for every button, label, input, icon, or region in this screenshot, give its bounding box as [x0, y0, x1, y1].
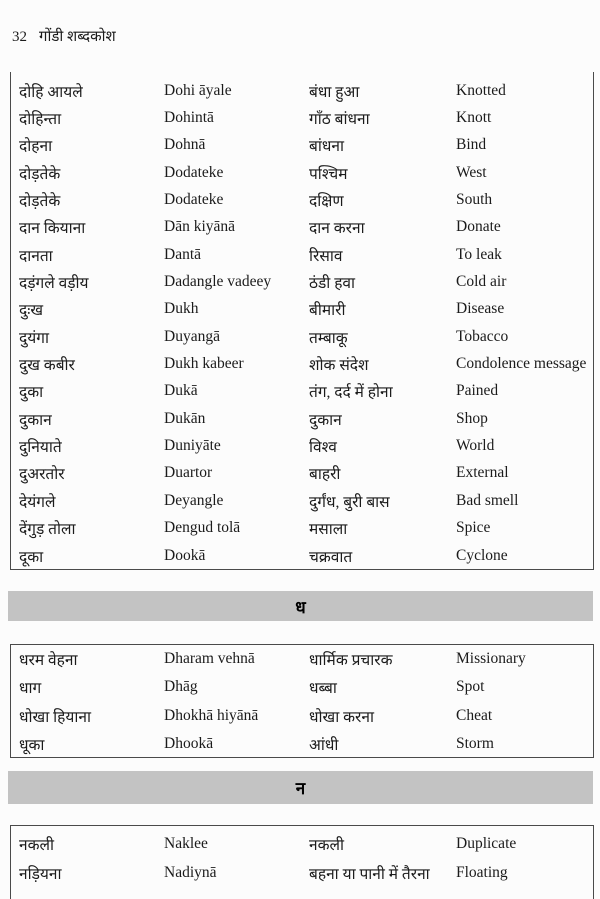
- cell-gondi: दोहि आयले: [19, 83, 83, 101]
- table-row: [11, 858, 593, 887]
- section-table-n: [10, 825, 594, 899]
- cell-translit: Dukā: [164, 382, 198, 400]
- cell-english: Floating: [456, 863, 508, 881]
- cell-hindi: बहना या पानी में तैरना: [309, 865, 430, 883]
- cell-gondi: दुनियाते: [19, 439, 62, 457]
- cell-gondi: दोहना: [19, 138, 53, 156]
- cell-hindi: बंधा हुआ: [309, 83, 360, 101]
- cell-english: Donate: [456, 218, 501, 236]
- table-row: [11, 350, 593, 377]
- cell-gondi: देंगुड़ तोला: [19, 521, 76, 539]
- cell-hindi: तंग, दर्द में होना: [309, 384, 393, 402]
- cell-hindi: दक्षिण: [309, 193, 344, 211]
- cell-gondi: दड़ंगले वड़ीय: [19, 275, 89, 293]
- table-row: [11, 77, 593, 104]
- table-row: [11, 186, 593, 213]
- cell-hindi: नकली: [309, 836, 345, 854]
- cell-translit: Dodateke: [164, 191, 224, 209]
- cell-gondi: दान कियाना: [19, 220, 86, 238]
- cell-translit: Dadangle vadeey: [164, 273, 272, 291]
- cell-hindi: धार्मिक प्रचारक: [309, 652, 393, 670]
- cell-gondi: दुयंगा: [19, 329, 49, 347]
- cell-translit: Dukān: [164, 409, 206, 427]
- section-header-n: [8, 771, 593, 804]
- table-row: [11, 645, 593, 673]
- cell-english: Missionary: [456, 650, 526, 668]
- cell-english: To leak: [456, 245, 502, 263]
- cell-gondi: दुख कबीर: [19, 357, 75, 375]
- cell-english: Knotted: [456, 81, 506, 99]
- cell-hindi: धब्बा: [309, 680, 337, 698]
- cell-hindi: बीमारी: [309, 302, 346, 320]
- cell-english: Bad smell: [456, 491, 519, 509]
- cell-hindi: ठंडी हवा: [309, 275, 356, 293]
- table-row: [11, 487, 593, 514]
- cell-translit: Duyangā: [164, 327, 220, 345]
- cell-english: External: [456, 464, 509, 482]
- cell-hindi: मसाला: [309, 521, 348, 539]
- cell-gondi: धाग: [19, 680, 42, 698]
- cell-english: Shop: [456, 409, 488, 427]
- cell-hindi: बाहरी: [309, 466, 341, 484]
- cell-translit: Dookā: [164, 546, 206, 564]
- table-row: [11, 104, 593, 131]
- cell-english: Cheat: [456, 706, 493, 724]
- cell-gondi: दूका: [19, 548, 44, 566]
- table-row: [11, 214, 593, 241]
- cell-hindi: तम्बाकू: [309, 329, 348, 347]
- cell-translit: Dukh: [164, 300, 199, 318]
- cell-hindi: पश्चिम: [309, 165, 348, 183]
- cell-english: South: [456, 191, 493, 209]
- cell-hindi: रिसाव: [309, 247, 343, 265]
- cell-gondi: दोड़तेके: [19, 193, 61, 211]
- cell-translit: Nadiynā: [164, 863, 217, 881]
- cell-translit: Dān kiyānā: [164, 218, 236, 236]
- cell-english: Pained: [456, 382, 499, 400]
- section-letter: ध: [295, 597, 306, 617]
- cell-english: Spot: [456, 678, 485, 696]
- cell-english: Tobacco: [456, 327, 509, 345]
- cell-translit: Dhokhā hiyānā: [164, 706, 259, 724]
- cell-gondi: दुकान: [19, 411, 52, 429]
- cell-translit: Dohnā: [164, 136, 206, 154]
- cell-translit: Deyangle: [164, 491, 224, 509]
- cell-translit: Dhāg: [164, 678, 198, 696]
- page-header: [12, 26, 116, 46]
- cell-gondi: धोखा हियाना: [19, 708, 91, 726]
- cell-english: Cyclone: [456, 546, 508, 564]
- cell-hindi: विश्व: [309, 439, 337, 457]
- section-letter: न: [295, 779, 306, 798]
- cell-hindi: गाँठ बांधना: [309, 111, 370, 129]
- cell-gondi: दुका: [19, 384, 44, 402]
- table-row: [11, 132, 593, 159]
- cell-english: World: [456, 437, 495, 455]
- table-row: [11, 296, 593, 323]
- cell-gondi: दोहिन्ता: [19, 111, 62, 129]
- cell-gondi: दुःख: [19, 302, 44, 320]
- cell-translit: Duniyāte: [164, 437, 221, 455]
- table-row: [11, 405, 593, 432]
- table-row: [11, 673, 593, 701]
- cell-english: Bind: [456, 136, 487, 154]
- cell-gondi: दानता: [19, 247, 53, 265]
- table-row: [11, 515, 593, 542]
- cell-gondi: धरम वेहना: [19, 652, 78, 670]
- cell-translit: Dantā: [164, 245, 202, 263]
- cell-hindi: शोक संदेश: [309, 357, 369, 375]
- cell-english: Knott: [456, 109, 492, 127]
- page-number: 32: [12, 29, 27, 45]
- cell-hindi: आंधी: [309, 736, 339, 754]
- cell-translit: Dohintā: [164, 109, 214, 127]
- cell-translit: Dodateke: [164, 163, 224, 181]
- table-row: [11, 159, 593, 186]
- cell-translit: Dhookā: [164, 734, 214, 752]
- cell-translit: Naklee: [164, 834, 208, 852]
- cell-gondi: दुअरतोर: [19, 466, 65, 484]
- cell-english: Disease: [456, 300, 505, 318]
- cell-hindi: दुर्गंध, बुरी बास: [309, 493, 390, 511]
- cell-translit: Duartor: [164, 464, 213, 482]
- cell-english: Storm: [456, 734, 494, 752]
- table-row: [11, 460, 593, 487]
- cell-hindi: बांधना: [309, 138, 345, 156]
- cell-translit: Dharam vehnā: [164, 650, 255, 668]
- cell-translit: Dukh kabeer: [164, 355, 244, 373]
- section-table-d: [10, 72, 594, 570]
- section-table-dh: [10, 644, 594, 758]
- cell-english: Duplicate: [456, 834, 517, 852]
- cell-hindi: दुकान: [309, 411, 342, 429]
- cell-hindi: धोखा करना: [309, 708, 374, 726]
- cell-translit: Dengud tolā: [164, 519, 241, 537]
- cell-gondi: नकली: [19, 836, 55, 854]
- table-row: [11, 702, 593, 730]
- table-row: [11, 730, 593, 758]
- table-row: [11, 241, 593, 268]
- table-row: [11, 268, 593, 295]
- cell-english: Cold air: [456, 273, 507, 291]
- page-title: गोंडी शब्दकोश: [39, 29, 116, 45]
- cell-hindi: दान करना: [309, 220, 365, 238]
- table-row: [11, 378, 593, 405]
- cell-english: West: [456, 163, 487, 181]
- cell-hindi: चक्रवात: [309, 548, 353, 566]
- table-row: [11, 829, 593, 858]
- cell-translit: Dohi āyale: [164, 81, 232, 99]
- cell-gondi: धूका: [19, 736, 45, 754]
- table-row: [11, 432, 593, 459]
- table-row: [11, 323, 593, 350]
- table-row: [11, 542, 593, 569]
- cell-gondi: देयंगले: [19, 493, 56, 511]
- cell-gondi: दोड़तेके: [19, 165, 61, 183]
- cell-gondi: नड़ियना: [19, 865, 62, 883]
- cell-english: Condolence message: [456, 355, 587, 373]
- section-header-dh: [8, 591, 593, 621]
- cell-english: Spice: [456, 519, 491, 537]
